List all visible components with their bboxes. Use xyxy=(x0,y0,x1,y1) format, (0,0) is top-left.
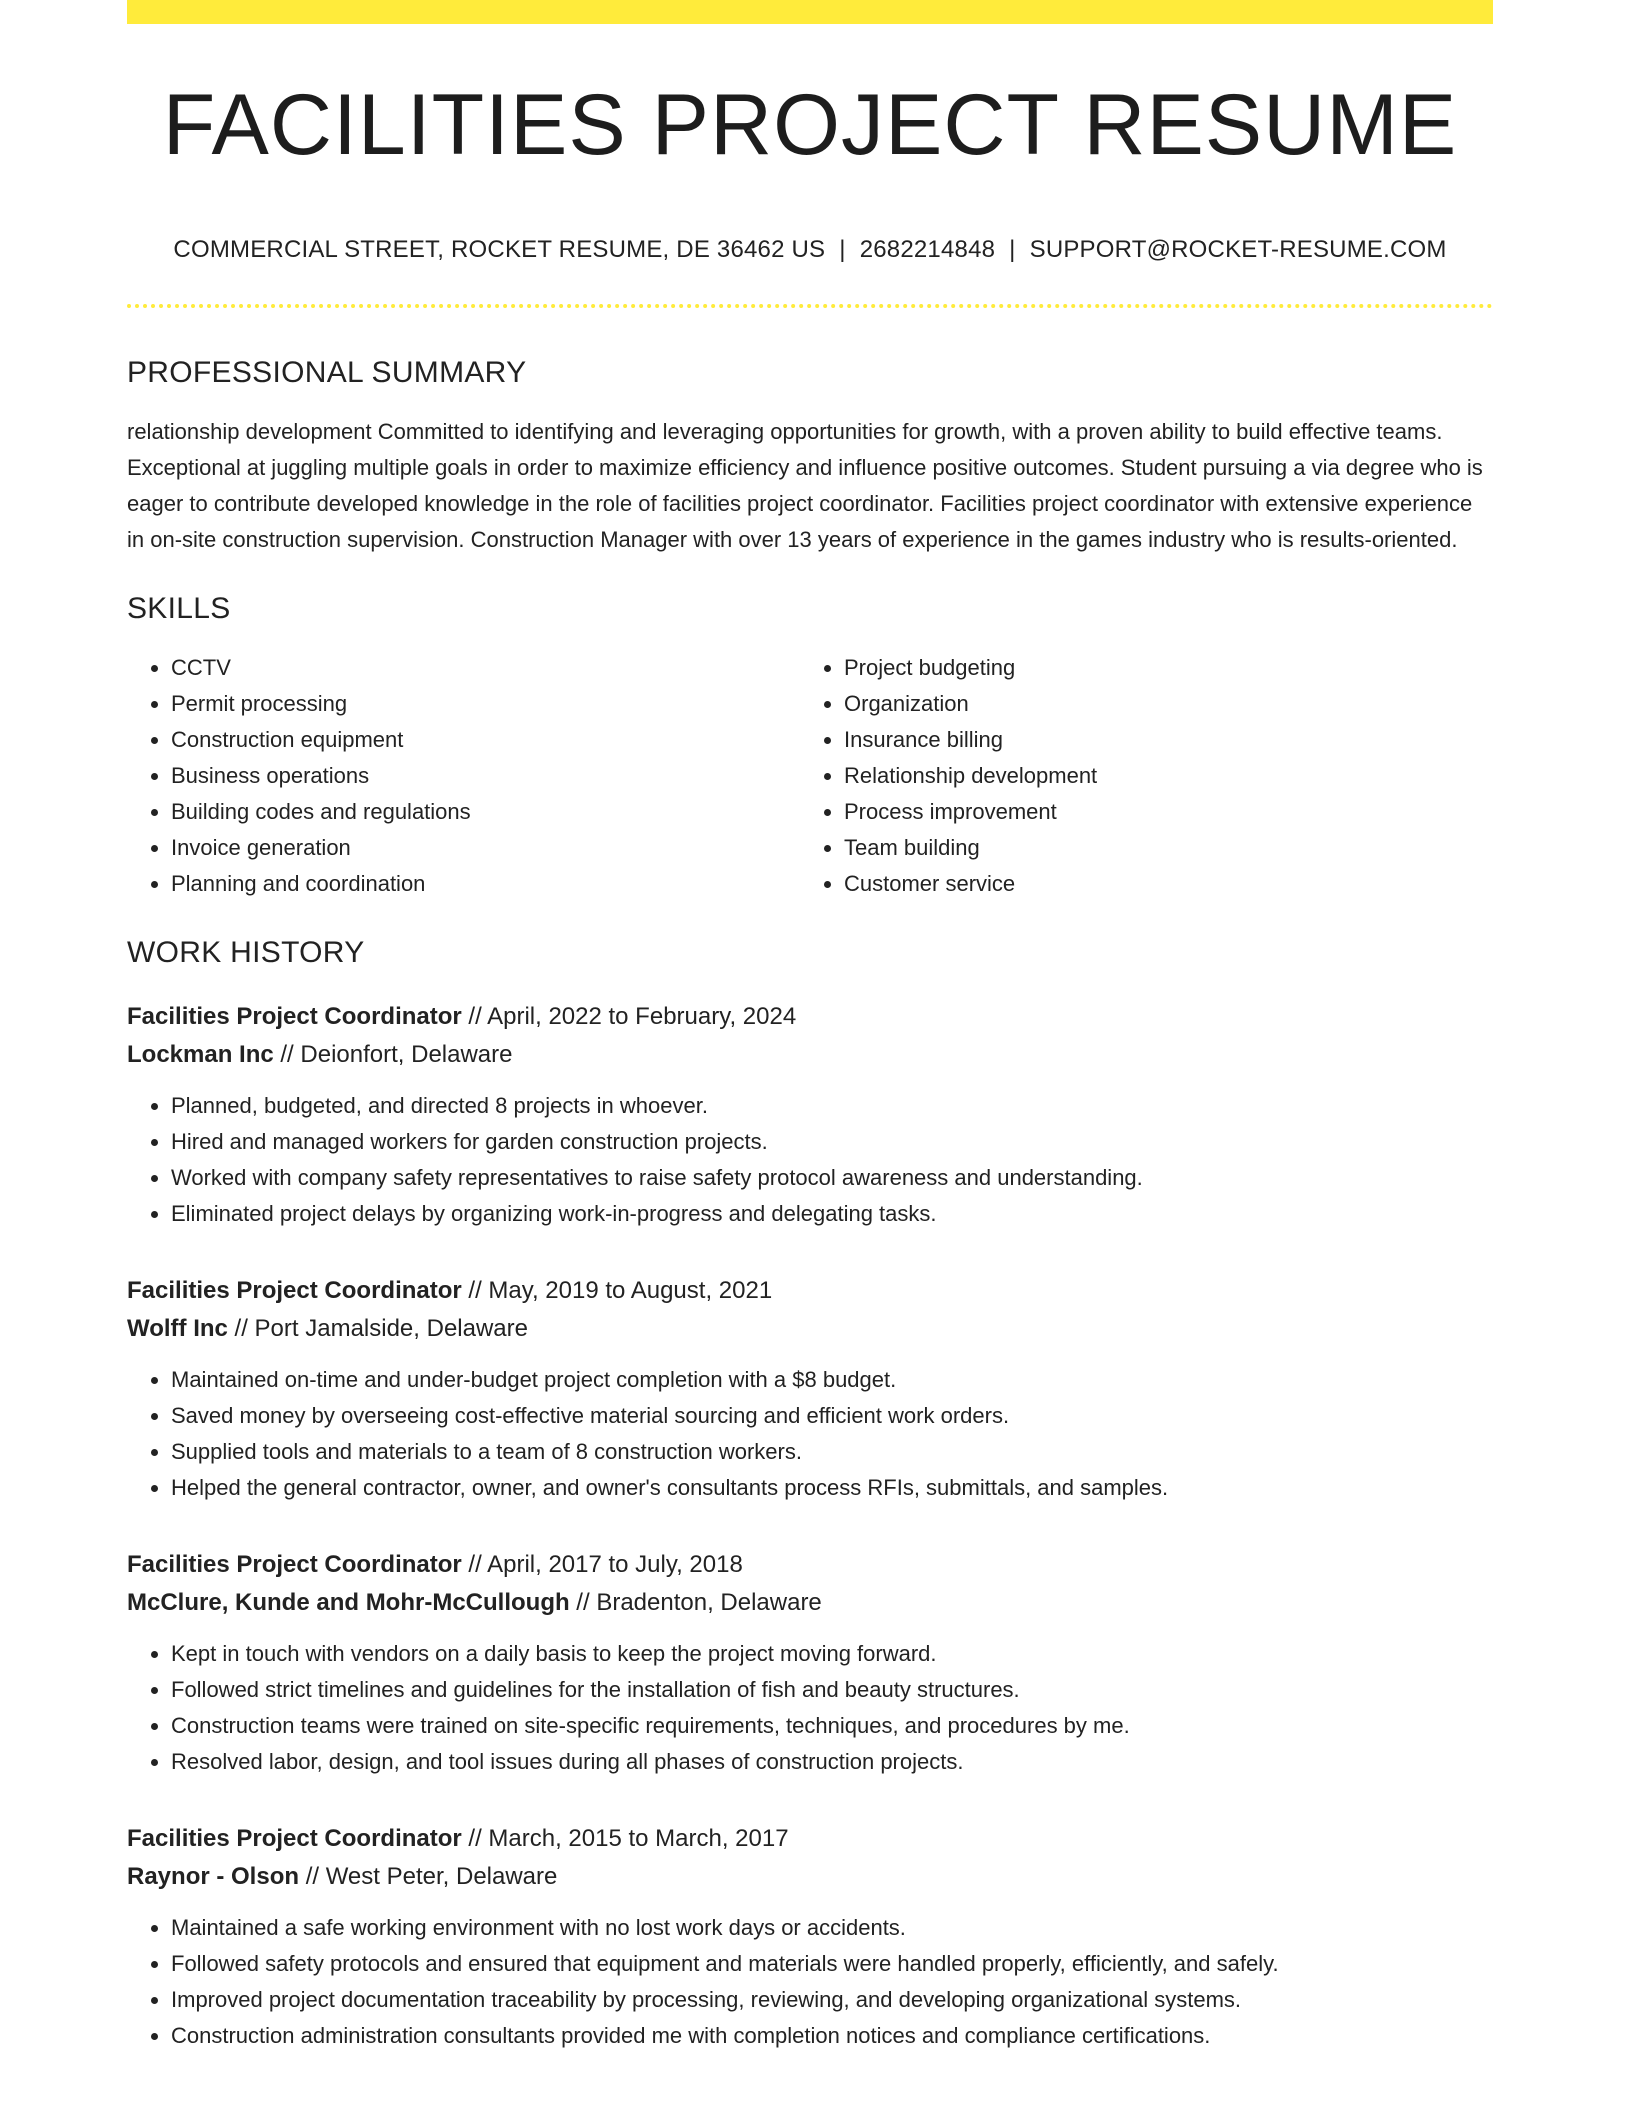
job-bullet-list xyxy=(127,1636,1493,1780)
job-bullet: • Maintained on-time and under-budget project completion with a $8 budget. xyxy=(171,1362,1493,1398)
job-separator: // xyxy=(569,1589,597,1616)
job-bullet: • Eliminated project delays by organizing work-in-progress and delegating tasks. xyxy=(171,1196,1493,1232)
job-separator: // xyxy=(227,1315,255,1342)
skill-item: • Customer service xyxy=(844,866,1473,902)
dotted-divider xyxy=(127,304,1493,308)
summary-text: relationship development Committed to identifying and leveraging opportunities for growth, with a proven ability to build effective teams. Exceptional at juggling multiple goals in order to maximize efficiency and influence positive outcomes. Student pursuing a via degree who is eager to contribute developed knowledge in the role of facilities project coordinator. Facilities project coordinator with extensive experience in on-site construction supervision. Construction Manager with over 13 years of experience in the games industry who is results-oriented. xyxy=(127,419,1483,552)
job-company: Wolff Inc xyxy=(127,1315,228,1342)
resume-page xyxy=(127,0,1493,2054)
job-bullet: • Followed strict timelines and guidelines for the installation of fish and beauty structures. xyxy=(171,1672,1493,1708)
job-company: Raynor - Olson xyxy=(127,1863,300,1890)
job-location: West Peter, Delaware xyxy=(325,1863,558,1890)
job-bullet: • Resolved labor, design, and tool issues during all phases of construction projects. xyxy=(171,1744,1493,1780)
job-bullet: • Improved project documentation traceability by processing, reviewing, and developing organizational systems. xyxy=(171,1982,1493,2018)
job-dates: March, 2015 to March, 2017 xyxy=(488,1825,789,1852)
job-entry xyxy=(127,1546,1493,1780)
job-separator: // xyxy=(461,1551,488,1578)
contact-email: SUPPORT@ROCKET-RESUME.COM xyxy=(1029,236,1447,263)
job-role: Facilities Project Coordinator xyxy=(127,1277,462,1304)
job-bullet: • Construction teams were trained on site-specific requirements, techniques, and procedures by me. xyxy=(171,1708,1493,1744)
job-role: Facilities Project Coordinator xyxy=(127,1825,462,1852)
job-title-line xyxy=(127,1820,1493,1858)
accent-top-bar xyxy=(127,0,1493,24)
job-company-line xyxy=(127,1310,1493,1348)
job-separator: // xyxy=(461,1825,489,1852)
skills-list-right xyxy=(800,650,1473,902)
contact-separator: | xyxy=(1009,236,1016,263)
job-bullet: • Helped the general contractor, owner, and owner's consultants process RFIs, submittals, and samples. xyxy=(171,1470,1493,1506)
skill-item: • Business operations xyxy=(171,758,800,794)
job-bullet: • Hired and managed workers for garden construction projects. xyxy=(171,1124,1493,1160)
contact-separator: | xyxy=(839,236,846,263)
skill-item: • Permit processing xyxy=(171,686,800,722)
contact-line xyxy=(127,236,1493,264)
skill-item: • Construction equipment xyxy=(171,722,800,758)
job-company-line xyxy=(127,1858,1493,1896)
work-history-heading: WORK HISTORY xyxy=(127,936,365,969)
skills-heading: SKILLS xyxy=(127,592,231,625)
summary-heading: PROFESSIONAL SUMMARY xyxy=(127,356,527,389)
job-bullet-list xyxy=(127,1910,1493,2054)
job-dates: April, 2017 to July, 2018 xyxy=(487,1551,743,1578)
skill-item: • Invoice generation xyxy=(171,830,800,866)
job-bullet: • Kept in touch with vendors on a daily basis to keep the project moving forward. xyxy=(171,1636,1493,1672)
job-title-line xyxy=(127,1272,1493,1310)
job-company: Lockman Inc xyxy=(127,1041,274,1068)
resume-title: FACILITIES PROJECT RESUME xyxy=(162,77,1458,173)
job-bullet: • Supplied tools and materials to a team of 8 construction workers. xyxy=(171,1434,1493,1470)
job-bullet: • Planned, budgeted, and directed 8 projects in whoever. xyxy=(171,1088,1493,1124)
job-entry xyxy=(127,1272,1493,1506)
job-bullet-list xyxy=(127,1362,1493,1506)
job-title-line xyxy=(127,1546,1493,1584)
job-dates: May, 2019 to August, 2021 xyxy=(488,1277,773,1304)
job-bullet-list xyxy=(127,1088,1493,1232)
job-title-line xyxy=(127,998,1493,1036)
skills-list-left xyxy=(127,650,800,902)
job-bullet: • Followed safety protocols and ensured that equipment and materials were handled properly, efficiently, and safely. xyxy=(171,1946,1493,1982)
job-bullet: • Saved money by overseeing cost-effective material sourcing and efficient work orders. xyxy=(171,1398,1493,1434)
job-separator: // xyxy=(461,1003,488,1030)
job-bullet: • Worked with company safety representatives to raise safety protocol awareness and understanding. xyxy=(171,1160,1493,1196)
job-separator: // xyxy=(461,1277,489,1304)
job-dates: April, 2022 to February, 2024 xyxy=(487,1003,797,1030)
job-location: Port Jamalside, Delaware xyxy=(254,1315,528,1342)
contact-phone: 2682214848 xyxy=(859,236,996,263)
skill-item: • Planning and coordination xyxy=(171,866,800,902)
skill-item: • Insurance billing xyxy=(844,722,1473,758)
skill-item: • Team building xyxy=(844,830,1473,866)
job-location: Bradenton, Delaware xyxy=(596,1589,822,1616)
job-role: Facilities Project Coordinator xyxy=(127,1003,462,1030)
skill-item: • CCTV xyxy=(171,650,800,686)
job-company: McClure, Kunde and Mohr-McCullough xyxy=(127,1589,570,1616)
job-bullet: • Maintained a safe working environment with no lost work days or accidents. xyxy=(171,1910,1493,1946)
job-role: Facilities Project Coordinator xyxy=(127,1551,462,1578)
skill-item: • Project budgeting xyxy=(844,650,1473,686)
job-entry xyxy=(127,1820,1493,2054)
job-company-line xyxy=(127,1036,1493,1074)
job-bullet: • Construction administration consultants provided me with completion notices and compliance certifications. xyxy=(171,2018,1493,2054)
skill-item: • Process improvement xyxy=(844,794,1473,830)
skill-item: • Relationship development xyxy=(844,758,1473,794)
skills-grid xyxy=(127,650,1493,902)
job-entry xyxy=(127,998,1493,1232)
skill-item: • Organization xyxy=(844,686,1473,722)
job-company-line xyxy=(127,1584,1493,1622)
job-location: Deionfort, Delaware xyxy=(300,1041,513,1068)
job-separator: // xyxy=(299,1863,326,1890)
contact-address: COMMERCIAL STREET, ROCKET RESUME, DE 36462 US xyxy=(173,236,826,263)
job-separator: // xyxy=(273,1041,301,1068)
skill-item: • Building codes and regulations xyxy=(171,794,800,830)
